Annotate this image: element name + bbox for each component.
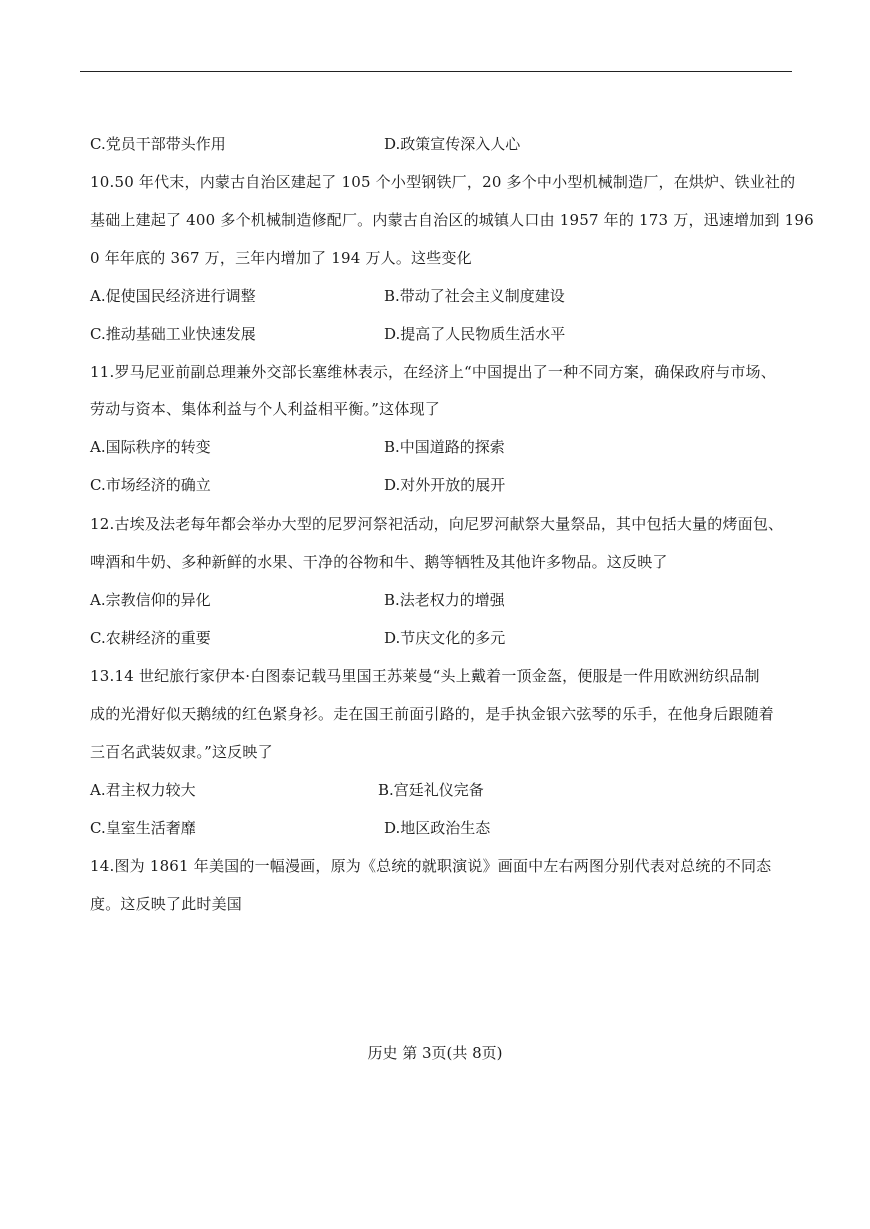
- q10-option-d[interactable]: D.提高了人民物质生活水平: [384, 325, 566, 343]
- q14-text-line-2: 度。这反映了此时美国: [90, 895, 243, 913]
- q14-text-line-1: 14.图为 1861 年美国的一幅漫画，原为《总统的就职演说》画面中左右两图分别代表对总统的不同态: [90, 857, 772, 875]
- q10-text-line-1: 10.50 年代末，内蒙古自治区建起了 105 个小型钢铁厂，20 多个中小型机械制造厂，在烘炉、铁业社的: [90, 173, 796, 191]
- q13-option-c[interactable]: C.皇室生活奢靡: [90, 819, 196, 837]
- q11-text-line-2: 劳动与资本、集体利益与个人利益相平衡。”这体现了: [90, 400, 440, 418]
- q10-option-a[interactable]: A.促使国民经济进行调整: [90, 287, 256, 305]
- q13-text-line-3: 三百名武装奴隶。”这反映了: [90, 743, 273, 761]
- q12-option-d[interactable]: D.节庆文化的多元: [384, 629, 506, 647]
- q13-text-line-2: 成的光滑好似天鹅绒的红色紧身衫。走在国王前面引路的，是手执金银六弦琴的乐手，在他身后跟随着: [90, 705, 775, 723]
- q9-option-d[interactable]: D.政策宣传深入人心: [384, 135, 521, 153]
- q11-option-d[interactable]: D.对外开放的展开: [384, 476, 506, 494]
- q10-text-line-2: 基础上建起了 400 多个机械制造修配厂。内蒙古自治区的城镇人口由 1957 年的 173 万，迅速增加到 196: [90, 211, 814, 229]
- q11-text-line-1: 11.罗马尼亚前副总理兼外交部长塞维林表示，在经济上“中国提出了一种不同方案，确保政府与市场、: [90, 363, 776, 381]
- q12-option-b[interactable]: B.法老权力的增强: [384, 591, 505, 609]
- q12-option-c[interactable]: C.农耕经济的重要: [90, 629, 211, 647]
- q13-text-line-1: 13.14 世纪旅行家伊本·白图泰记载马里国王苏莱曼“头上戴着一顶金盔，便服是一件用欧洲纺织品制: [90, 667, 760, 685]
- page-footer: 历史 第 3页(共 8页): [367, 1044, 503, 1062]
- q10-option-b[interactable]: B.带动了社会主义制度建设: [384, 287, 565, 305]
- q12-text-line-2: 啤酒和牛奶、多种新鲜的水果、干净的谷物和牛、鹅等牺牲及其他许多物品。这反映了: [90, 553, 668, 571]
- q13-option-d[interactable]: D.地区政治生态: [384, 819, 491, 837]
- q13-option-a[interactable]: A.君主权力较大: [90, 781, 196, 799]
- q11-option-b[interactable]: B.中国道路的探索: [384, 438, 505, 456]
- header-rule: [80, 71, 792, 72]
- q12-text-line-1: 12.古埃及法老每年都会举办大型的尼罗河祭祀活动，向尼罗河献祭大量祭品，其中包括大量的烤面包、: [90, 515, 784, 533]
- q11-option-c[interactable]: C.市场经济的确立: [90, 476, 211, 494]
- q13-option-b[interactable]: B.宫廷礼仪完备: [378, 781, 484, 799]
- q12-option-a[interactable]: A.宗教信仰的异化: [90, 591, 211, 609]
- q11-option-a[interactable]: A.国际秩序的转变: [90, 438, 211, 456]
- q9-option-c[interactable]: C.党员干部带头作用: [90, 135, 226, 153]
- q10-option-c[interactable]: C.推动基础工业快速发展: [90, 325, 256, 343]
- q10-text-line-3: 0 年年底的 367 万，三年内增加了 194 万人。这些变化: [90, 249, 472, 267]
